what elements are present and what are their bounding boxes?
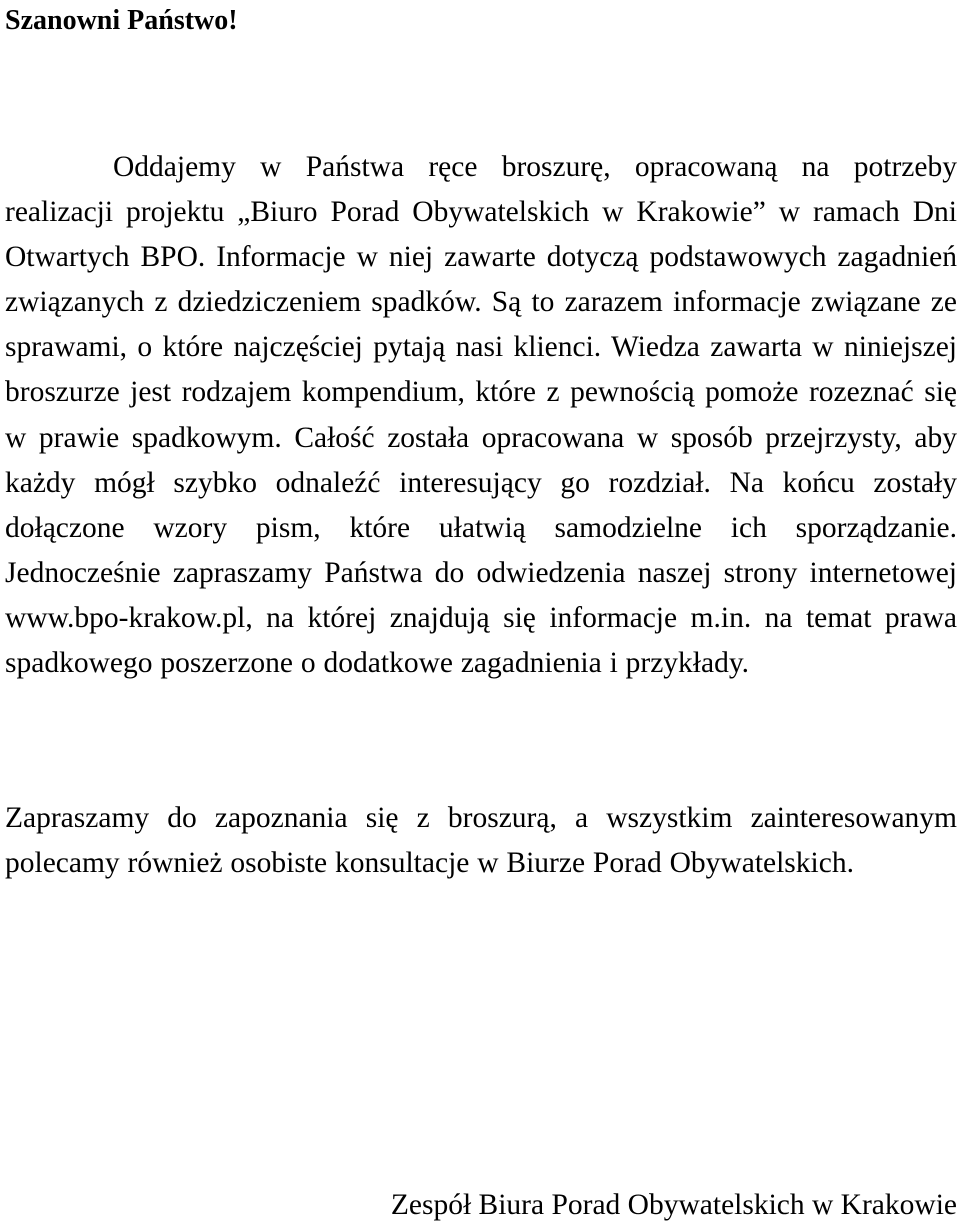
intro-paragraph: Oddajemy w Państwa ręce broszurę, opracowaną na potrzeby realizacji projektu „Biuro Porad Obywatelskich w Krakowie” w ramach Dni Otwartych BPO. Informacje w niej zawarte dotyczą podstawowych zagadnień związanych z dziedziczeniem spadków. Są to zarazem informacje związane ze sprawami, o które najczęściej pytają nasi klienci. Wiedza zawarta w niniejszej broszurze jest rodzajem kompendium, które z pewnością pomoże rozeznać się w prawie spadkowym. Całość została opracowana w sposób przejrzysty, aby każdy mógł szybko odnaleźć interesujący go rozdział. Na końcu zostały dołączone wzory pism, które ułatwią samodzielne ich sporządzanie. Jednocześnie zapraszamy Państwa do odwiedzenia naszej strony internetowej www.bpo-krakow.pl, na której znajdują się informacje m.in. na temat prawa spadkowego poszerzone o dodatkowe zagadnienia i przykłady. (5, 151, 957, 680)
invitation-paragraph: Zapraszamy do zapoznania się z broszurą, a wszystkim zainteresowanym polecamy również osobiste konsultacje w Biurze Porad Obywatelskich. (5, 802, 957, 880)
greeting-heading: Szanowni Państwo! (5, 5, 238, 36)
signature: Zespół Biura Porad Obywatelskich w Krakowie (390, 1189, 957, 1221)
